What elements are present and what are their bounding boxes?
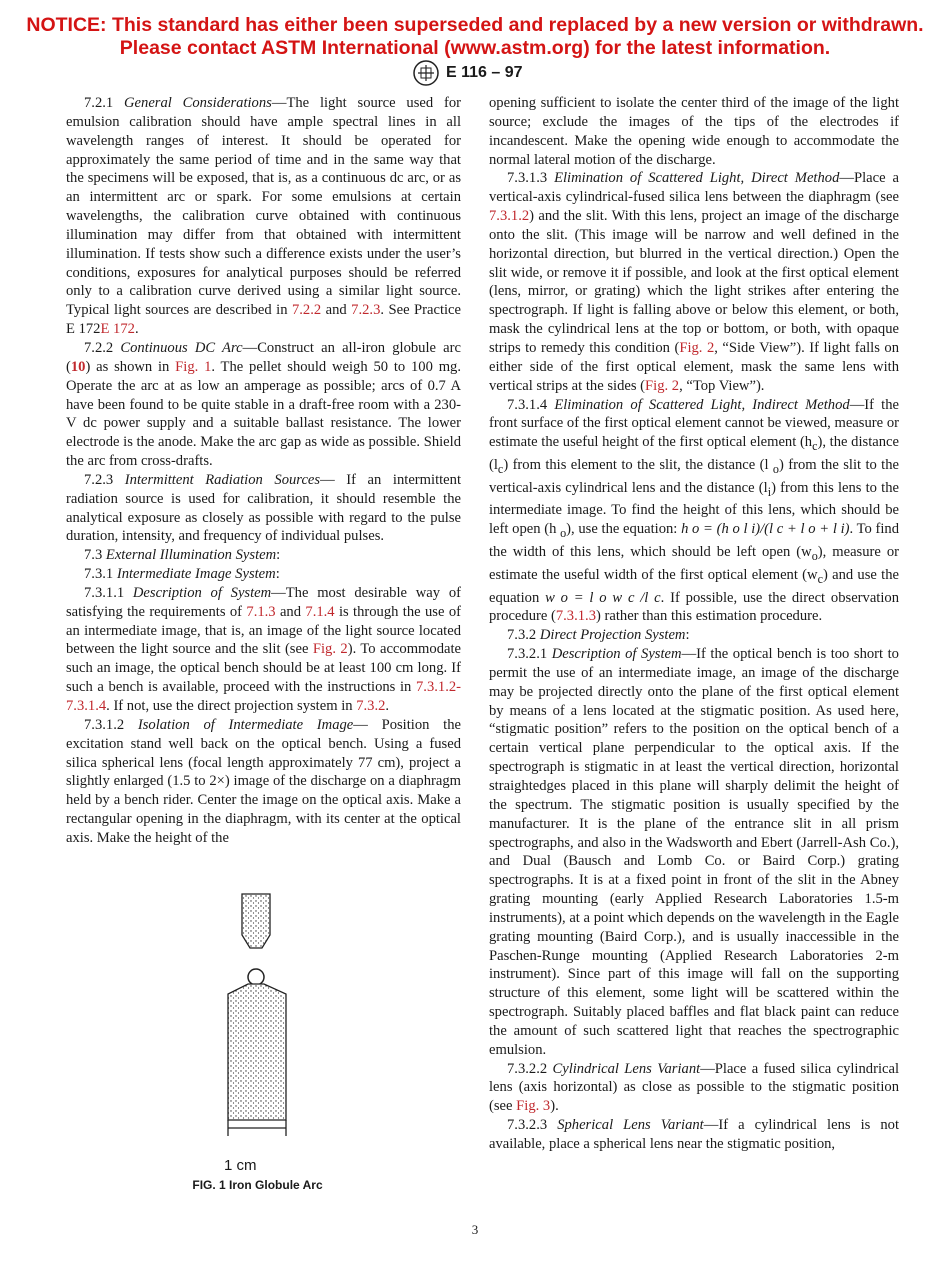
xref-link[interactable]: 7.2.3 <box>351 302 381 319</box>
xref-link[interactable]: Fig. 1 <box>175 358 212 375</box>
equation-height: h o = (h o l i)/(l c + l o + l i) <box>681 521 850 538</box>
para-7-2-1: 7.2.1 General Considerations—The light source used for emulsion calibration should have ample spectral lines in all wavelength ranges of interest. It should be operated for approximately the same period of time and in the same way that the specimens will be exposed, that is, as a continuous dc arc, or as an intermittent arc or spark. For some emulsions at certain wavelengths, the calibration curve obtained with continuous illumination may differ from that obtained with intermittent illumination. If tests show such a difference exists under the user’s conditions, exposures for analytical purposes should be referred only to a calibration curve derived using a similar light source. Typical light sources are described in 7.2.2 and 7.2.3. See Practice E 172E 172. <box>66 95 462 338</box>
xref-link[interactable]: 7.3.1.2-7.3.1.4 <box>66 679 461 714</box>
para-7-3: 7.3 External Illumination System: <box>84 547 281 564</box>
scale-label: 1 cm <box>224 1157 257 1174</box>
para-7-2-3: 7.2.3 Intermittent Radiation Sources— If an intermittent radiation source is used for calibration, it should resemble the analytical exposure as closely as possible with regard to the pulse duration, intensity, and frequency of individual pulses. <box>66 471 462 545</box>
xref-link[interactable]: Fig. 2 <box>645 377 680 394</box>
figure-1 <box>160 890 355 1160</box>
para-7-3-2-3: 7.3.2.3 Spherical Lens Variant—If a cylindrical lens is not available, place a spherical lens near the stigmatic position, <box>489 1117 899 1152</box>
para-7-3-2-2: 7.3.2.2 Cylindrical Lens Variant—Place a fused silica cylindrical lens (axis horizontal) as close as possible to the stigmatic position (see Fig. 3). <box>489 1060 900 1115</box>
designation-header <box>412 59 523 87</box>
xref-link[interactable]: 7.3.1.3 <box>555 608 596 625</box>
para-7-3-1-3: 7.3.1.3 Elimination of Scattered Light, Direct Method—Place a vertical-axis cylindrical-fused silica lens between the diaphragm (see 7.3.1.2) and the slit. With this lens, project an image of the discharge onto the slit. (This image will be narrow and well defined in the horizontal direction, but blurred in the vertical direction.) Open the slit wide, or remove it if possible, and look at the first optical element (lens, mirror, or grating) which the light strikes after entering the spectrograph. If light is falling above or below this element, or both, mask the cylindrical lens at the top or bottom, or both, with opaque strips to remedy this condition (Fig. 2, “Side View”). If light falls on either side of the first optical element, mask the same lens with vertical strips at the sides (Fig. 2, “Top View”). <box>489 170 899 394</box>
para-7-2-2: 7.2.2 Continuous DC Arc—Construct an all-iron globule arc (10) as shown in Fig. 1. The pellet should weigh 50 to 100 mg. Operate the arc at as low an amperage as possible; arcs of 0.7 A have been found to be quite stable in a draft-free room with a 230-V dc power supply and a suitable ballast resistance. The lower electrode is the anode. Make the arc gap as wide as possible. Shield the arc from cross-drafts. <box>66 339 461 470</box>
para-7-3-1-1: 7.3.1.1 Description of System—The most desirable way of satisfying the requirements of 7.1.3 and 7.1.4 is through the use of an intermediate image, that is, an image of the light source located between the light source and the slit (see Fig. 2). To accommodate such an image, the optical bench should be at least 100 cm long. If such a bench is available, proceed with the instructions in 7.3.1.2-7.3.1.4. If not, use the direct projection system in 7.3.2. <box>66 584 462 714</box>
para-7-3-1-2: 7.3.1.2 Isolation of Intermediate Image— Position the excitation stand well back on the optical bench. Using a fused silica spherical lens (focal length approximately 77 cm), project a slightly enlarged (1.5 to 2×) image of the discharge on a diaphragm held by a bench rider. Center the image on the optical axis. Make a rectangular opening in the diaphragm, with its center at the optical axis. Make the height of the <box>66 716 461 846</box>
notice-banner <box>0 14 950 60</box>
xref-link[interactable]: 7.3.2 <box>356 698 386 714</box>
notice-line-2: Please contact ASTM International (www.astm.org) for the latest information. <box>119 37 831 59</box>
figure-caption: FIG. 1 Iron Globule Arc <box>192 1178 323 1192</box>
left-column <box>66 94 461 848</box>
para-7-3-2: 7.3.2 Direct Projection System: <box>507 627 690 644</box>
iron-globule-arc-drawing <box>160 890 355 1155</box>
notice-line-1: NOTICE: This standard has either been superseded and replaced by a new version or withdrawn. <box>26 14 924 36</box>
astm-logo-icon <box>412 59 440 87</box>
para-continuation: opening sufficient to isolate the center third of the image of the light source; exclude the images of the tips of the electrodes if incandescent. Make the opening wide enough to accommodate the normal lateral motion of the discharge. <box>489 95 899 168</box>
xref-link[interactable]: 7.2.2 <box>291 302 322 319</box>
xref-link[interactable]: 7.1.3 <box>246 603 276 620</box>
designation-label: E 116 – 97 <box>446 64 523 81</box>
xref-link[interactable]: 10 <box>70 358 86 375</box>
xref-link[interactable]: E 172 <box>100 321 135 338</box>
page-number: 3 <box>471 1222 479 1237</box>
para-7-3-1: 7.3.1 Intermediate Image System: <box>84 566 280 583</box>
scale-bar <box>228 1120 286 1136</box>
upper-electrode <box>242 894 270 948</box>
lower-electrode <box>228 969 286 1120</box>
xref-link[interactable]: 7.1.4 <box>305 603 335 620</box>
xref-link[interactable]: Fig. 3 <box>516 1098 551 1115</box>
para-7-3-2-1: 7.3.2.1 Description of System—If the optical bench is too short to permit the use of an intermediate image, an image of the discharge may be projected directly onto the plane of the first optical element by means of a lens located at the stigmatic position. As used here, “stigmatic position” refers to the position on the optical bench of a certain vertical plane perpendicular to the optical axis. If the spectrograph is stigmatic in at least the vertical direction, horizontal straightedges placed in this plane will sharply delimit the height of the spectrum. The stigmatic position is usually specified by the manufacturer. It is the plane of the entrance slit in all prism spectrographs, and also in the Wadsworth and Ebert (Jarrell-Ash Co.), and Dual (Bausch and Lomb Co. or Baird Corp.) grating spectrographs. It is at a fixed point in front of the slit in the Abney grating mounting (early Applied Research Laboratories 1.5-m instruments), at a point which depends on the wavelength in the Eagle grating mounting (Baird Corp.), and is usually inaccessible in the Paschen-Runge mounting (Applied Research Laboratories 2-m instrument). Since part of this image will fall on the supporting structure of this element, some light will be scattered within the spectrograph. Suitably placed baffles and flat black paint can reduce the amount of such scattered light that reaches the spectrographic emulsion. <box>489 646 899 1058</box>
xref-link[interactable]: Fig. 2 <box>312 641 348 658</box>
xref-link[interactable]: 7.3.1.2 <box>489 208 530 225</box>
right-column <box>489 94 899 1154</box>
equation-width: w o = l o w c /l c <box>545 589 661 606</box>
para-7-3-1-4: 7.3.1.4 Elimination of Scattered Light, Indirect Method—If the front surface of the first optical element cannot be viewed, measure or estimate the useful height of the first optical element $(h_c)$, the distance $(l_c)$ from this element to the slit, the distance (l $_o$) from the slit to the vertical-axis cylindrical lens and the distance $(l_i)$ from this lens to the intermediate image. To find the height of this lens, which should be left open (h $_o$), use the equation: h o = (h o l i)/(l c + l o + l i). To find the width of this lens, which should be left open $(w_o)$, measure or estimate the useful width of the first optical element $(w_c)$ and use the equation w o = l o w c /l c. If possible, use the direct observation procedure (7.3.1.3) rather than this estimation procedure. <box>489 396 900 625</box>
xref-link[interactable]: Fig. 2 <box>679 339 715 356</box>
